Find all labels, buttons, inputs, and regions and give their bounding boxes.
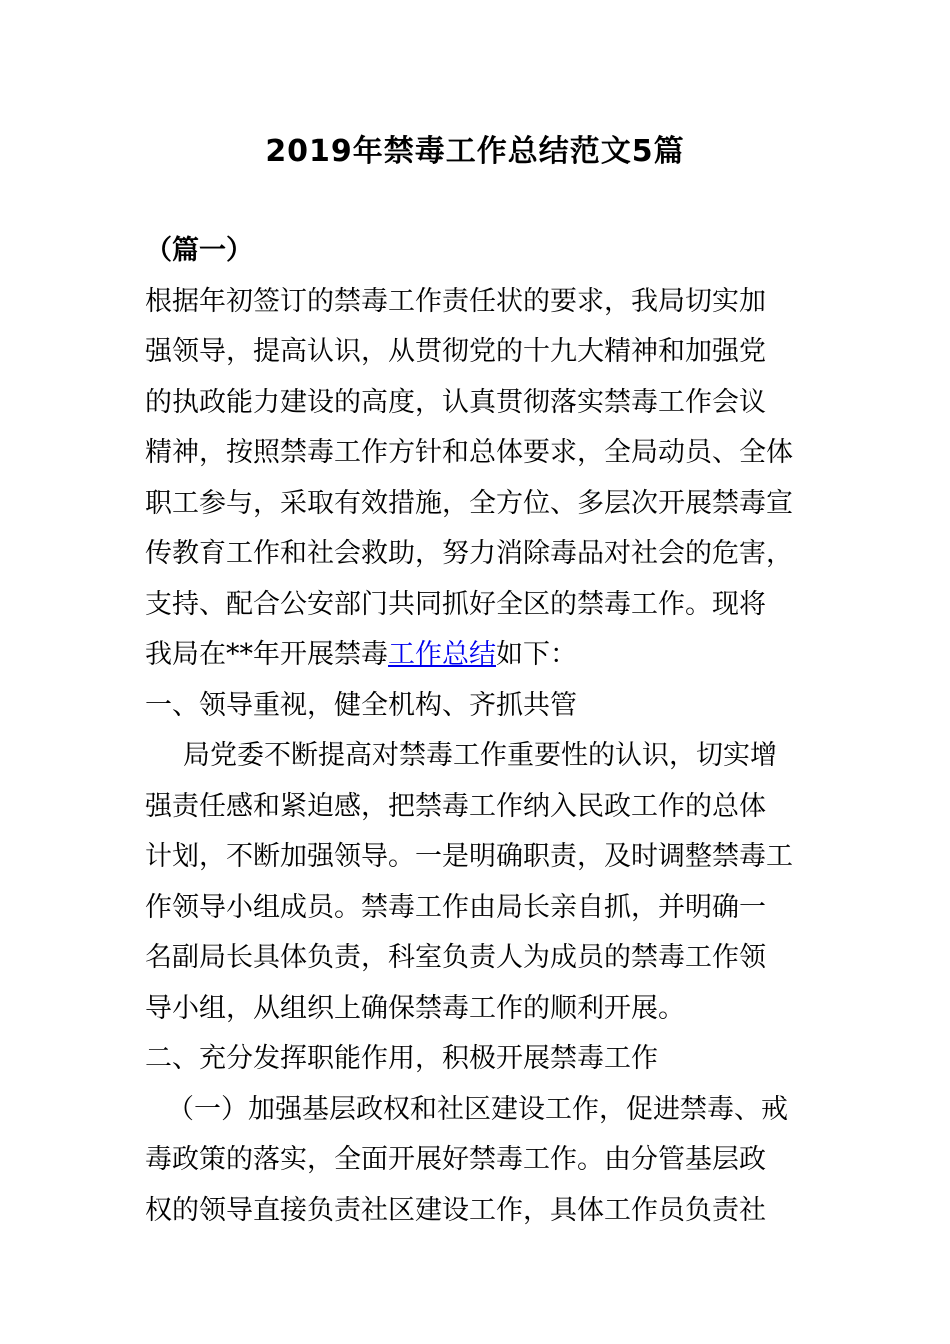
work-summary-link[interactable]: 工作总结 xyxy=(388,639,496,670)
paragraph-line: 强领导，提高认识，从贯彻党的十九大精神和加强党 xyxy=(145,336,766,367)
paragraph-text: 我局在**年开展禁毒 xyxy=(145,639,388,670)
paragraph-line: 毒政策的落实，全面开展好禁毒工作。由分管基层政 xyxy=(145,1144,766,1175)
paragraph-line: 作领导小组成员。禁毒工作由局长亲自抓，并明确一 xyxy=(145,891,766,923)
paragraph-line: 精神，按照禁毒工作方针和总体要求，全局动员、全体 xyxy=(145,437,793,468)
section-heading-2: 二、充分发挥职能作用，积极开展禁毒工作 xyxy=(145,1043,658,1074)
paragraph-line: 根据年初签订的禁毒工作责任状的要求，我局切实加 xyxy=(145,285,766,317)
paragraph-line: 传教育工作和社会救助，努力消除毒品对社会的危害， xyxy=(145,538,793,569)
paragraph-line: 职工参与，采取有效措施，全方位、多层次开展禁毒宣 xyxy=(145,487,793,519)
paragraph-line-with-link xyxy=(145,630,810,681)
paragraph-line: 计划，不断加强领导。一是明确职责，及时调整禁毒工 xyxy=(145,841,793,872)
document-body xyxy=(145,226,810,1236)
section-heading-1: 一、领导重视，健全机构、齐抓共管 xyxy=(145,689,577,721)
paragraph-line: 局党委不断提高对禁毒工作重要性的认识，切实增 xyxy=(183,740,777,771)
paragraph-line: 的执政能力建设的高度，认真贯彻落实禁毒工作会议 xyxy=(145,386,766,418)
section-label: （篇一） xyxy=(145,235,253,266)
paragraph-text: 如下： xyxy=(496,639,577,670)
paragraph-line: 名副局长具体负责，科室负责人为成员的禁毒工作领 xyxy=(145,942,766,973)
paragraph-line: （一）加强基层政权和社区建设工作，促进禁毒、戒 xyxy=(167,1093,788,1125)
paragraph-line: 强责任感和紧迫感，把禁毒工作纳入民政工作的总体 xyxy=(145,790,766,822)
paragraph-line: 支持、配合公安部门共同抓好全区的禁毒工作。现将 xyxy=(145,588,766,620)
paragraph-line: 权的领导直接负责社区建设工作，具体工作员负责社 xyxy=(145,1194,766,1226)
document-title: 2019年禁毒工作总结范文5篇 xyxy=(265,134,685,169)
paragraph-line: 导小组，从组织上确保禁毒工作的顺利开展。 xyxy=(145,992,685,1024)
